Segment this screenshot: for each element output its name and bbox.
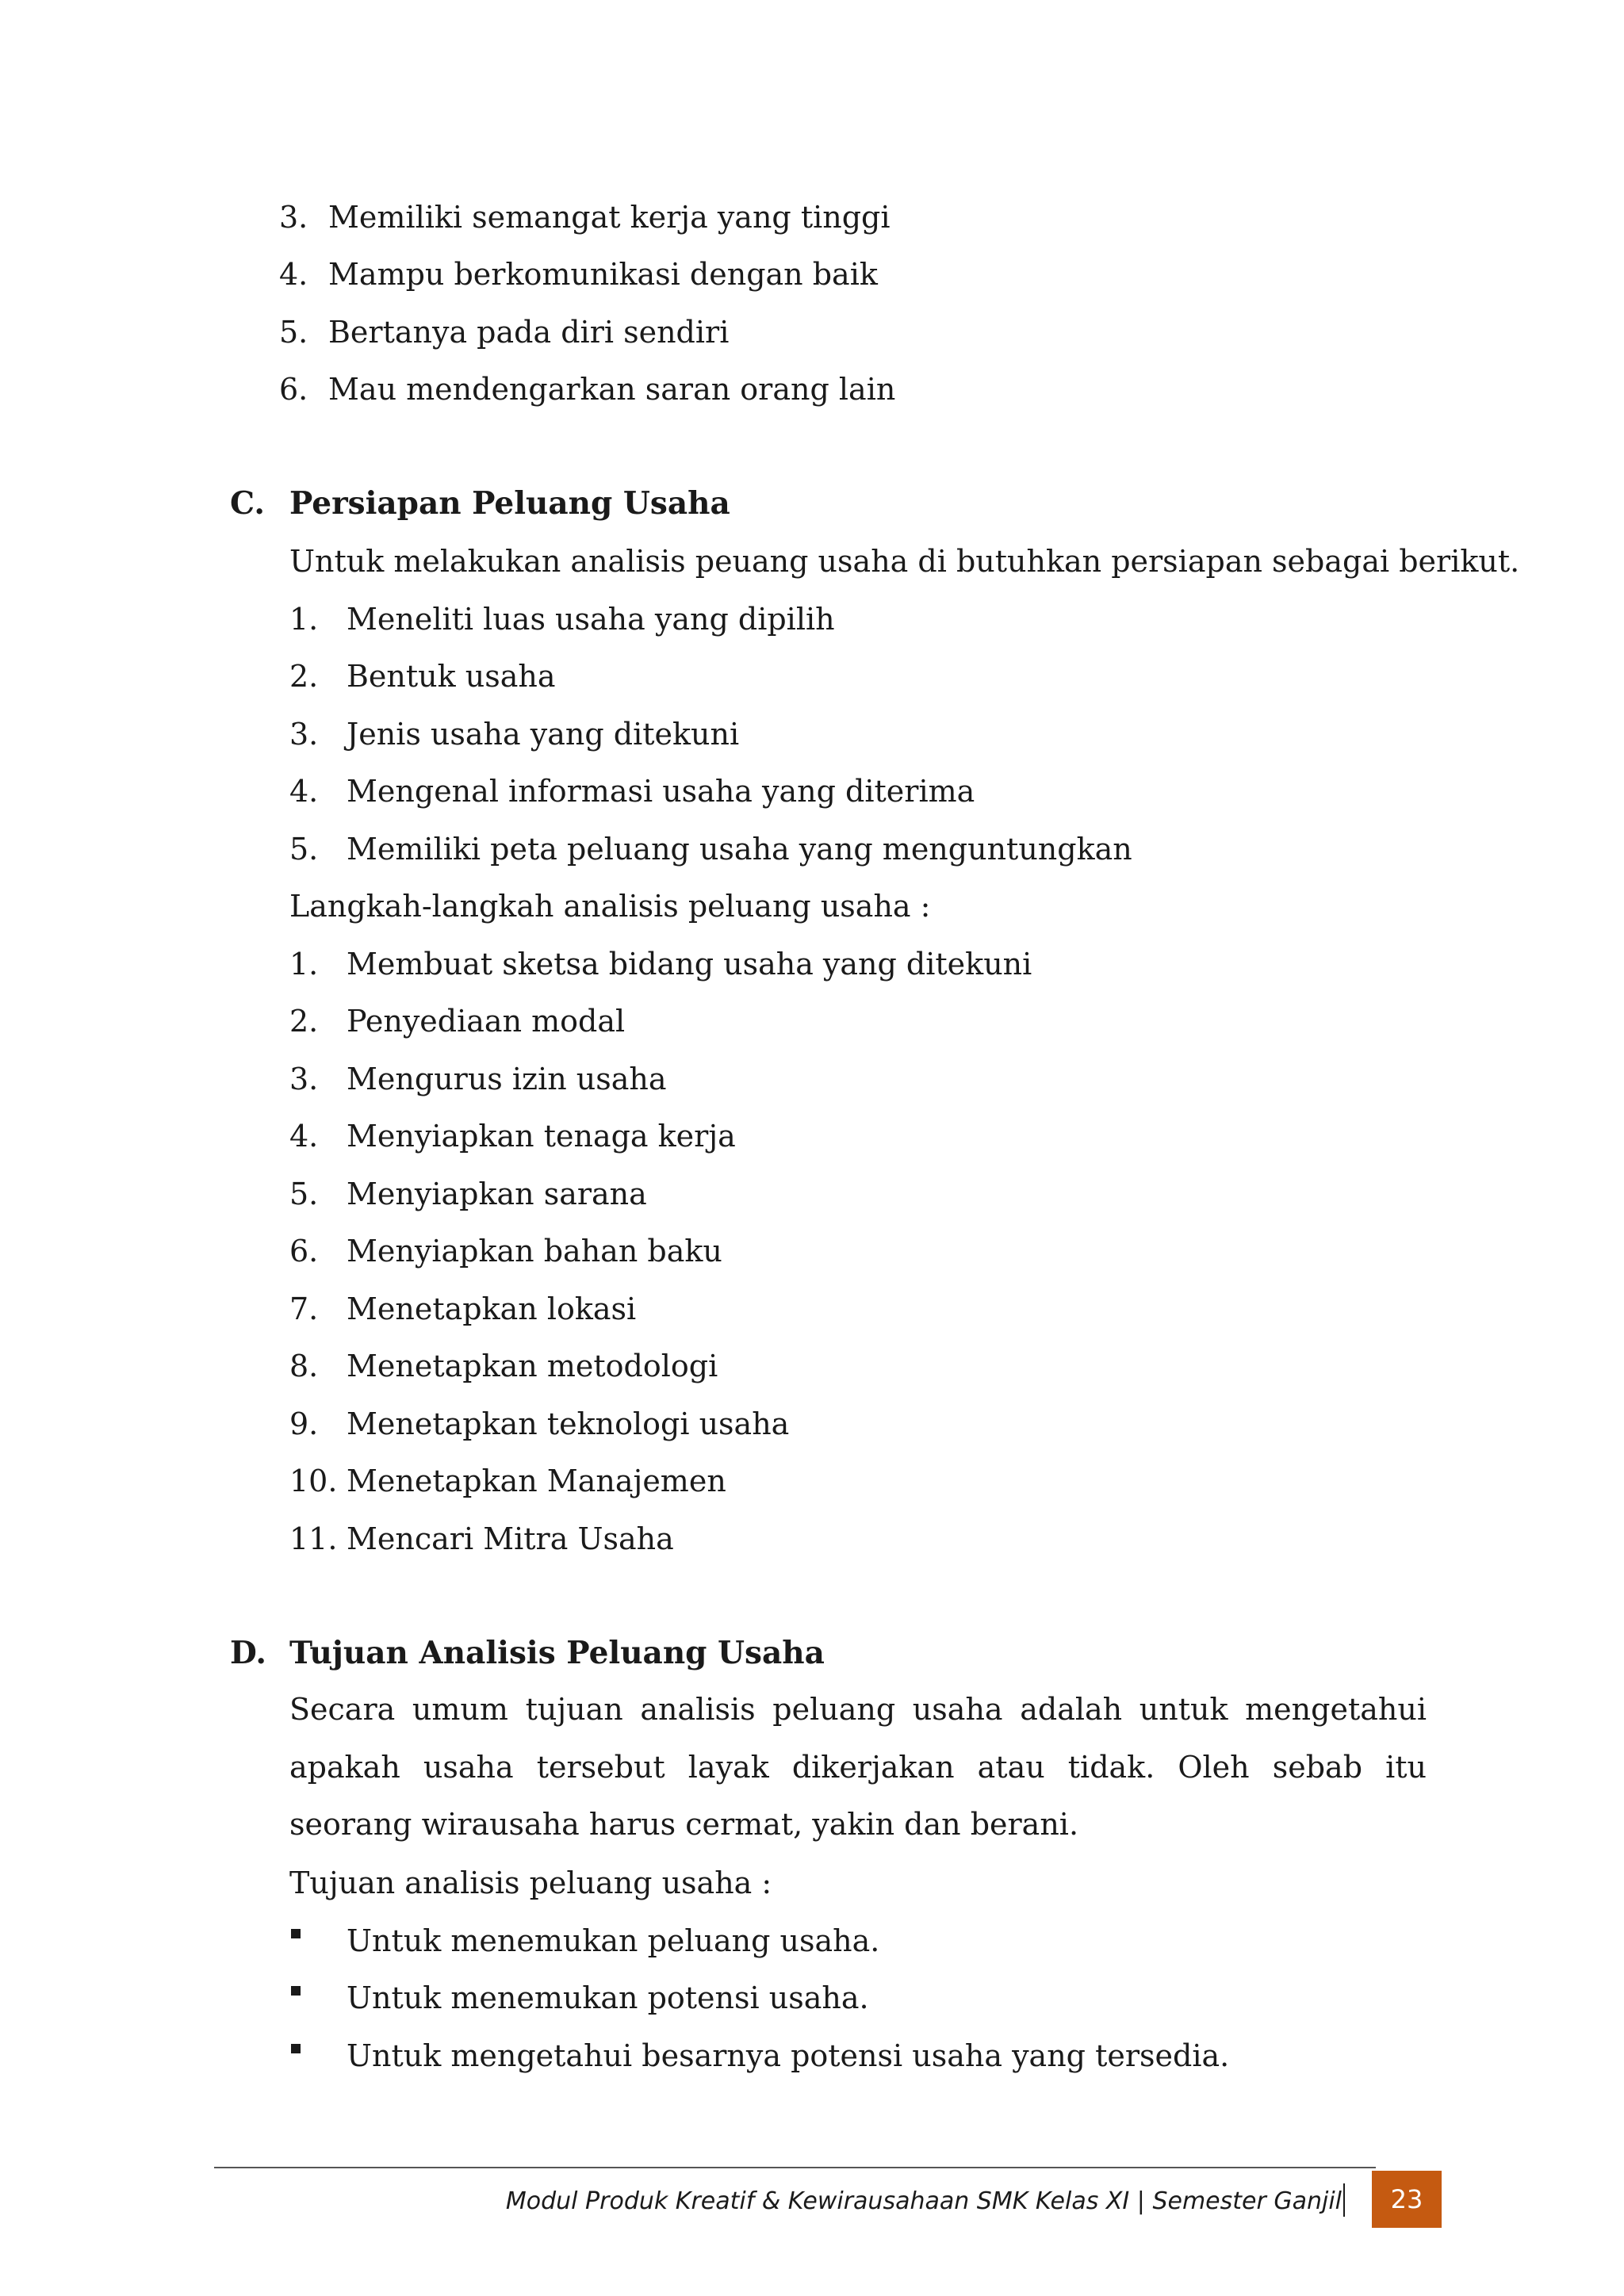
list-number: 4. [289, 774, 319, 809]
list-item: Menetapkan metodologi [347, 1349, 718, 1383]
list-item: Menetapkan Manajemen [347, 1464, 726, 1498]
square-bullet-icon [291, 1986, 301, 1996]
list-number: 7. [289, 1292, 319, 1326]
list-item: Bertanya pada diri sendiri [328, 315, 730, 350]
list-number: 3. [289, 1062, 319, 1096]
section-c-letter: C. [230, 485, 265, 522]
list-number: 6. [289, 1234, 319, 1269]
footer-separator [1343, 2183, 1345, 2217]
list-item: Membuat sketsa bidang usaha yang ditekuni [347, 947, 1032, 982]
list-item: Mau mendengarkan saran orang lain [328, 372, 896, 407]
section-c-title: Persiapan Peluang Usaha [289, 485, 730, 522]
bullet-item: Untuk menemukan peluang usaha. [347, 1923, 880, 1958]
list-number: 11. [289, 1521, 338, 1556]
list-number: 5. [289, 1177, 319, 1211]
list-item: Menyiapkan bahan baku [347, 1234, 722, 1269]
list-number: 2. [289, 659, 319, 694]
steps-label: Langkah-langkah analisis peluang usaha : [289, 889, 931, 924]
list-item: Mampu berkomunikasi dengan baik [328, 257, 878, 292]
footer-rule [214, 2167, 1376, 2168]
section-c-intro: Untuk melakukan analisis peuang usaha di butuhkan persiapan sebagai berikut. [289, 544, 1520, 579]
section-d-title: Tujuan Analisis Peluang Usaha [289, 1635, 825, 1671]
list-number: 2. [289, 1004, 319, 1039]
list-item: Menetapkan lokasi [347, 1292, 637, 1326]
list-number: 5. [279, 315, 308, 350]
list-item: Memiliki peta peluang usaha yang menguntungkan [347, 832, 1132, 867]
list-item: Menyiapkan sarana [347, 1177, 647, 1211]
list-number: 9. [289, 1406, 319, 1441]
footer-title: Modul Produk Kreatif & Kewirausahaan SMK Kelas XI | Semester Ganjil [505, 2187, 1342, 2215]
list-item: Jenis usaha yang ditekuni [347, 717, 740, 752]
list-number: 3. [279, 200, 308, 235]
list-item: Memiliki semangat kerja yang tinggi [328, 200, 891, 235]
list-item: Penyediaan modal [347, 1004, 626, 1039]
section-d-paragraph: Secara umum tujuan analisis peluang usaha adalah untuk mengetahui apakah usaha tersebut layak dikerjakan atau tidak. Oleh sebab itu seorang wirausaha harus cermat, yakin dan berani. [289, 1692, 1427, 1842]
list-item: Meneliti luas usaha yang dipilih [347, 602, 835, 637]
list-item: Menyiapkan tenaga kerja [347, 1119, 736, 1154]
list-number: 4. [279, 257, 308, 292]
page-number-badge: 23 [1372, 2171, 1442, 2228]
list-number: 1. [289, 602, 319, 637]
list-item: Bentuk usaha [347, 659, 556, 694]
goals-label: Tujuan analisis peluang usaha : [289, 1866, 772, 1900]
bullet-item: Untuk mengetahui besarnya potensi usaha yang tersedia. [347, 2038, 1230, 2073]
list-number: 10. [289, 1464, 338, 1498]
list-item: Mengurus izin usaha [347, 1062, 667, 1096]
bullet-item: Untuk menemukan potensi usaha. [347, 1980, 869, 2015]
list-item: Mengenal informasi usaha yang diterima [347, 774, 975, 809]
section-d-letter: D. [230, 1635, 267, 1671]
list-number: 8. [289, 1349, 319, 1383]
list-number: 3. [289, 717, 319, 752]
list-item: Menetapkan teknologi usaha [347, 1406, 790, 1441]
list-number: 1. [289, 947, 319, 982]
list-number: 6. [279, 372, 308, 407]
list-number: 5. [289, 832, 319, 867]
list-item: Mencari Mitra Usaha [347, 1521, 674, 1556]
square-bullet-icon [291, 2044, 301, 2053]
list-number: 4. [289, 1119, 319, 1154]
square-bullet-icon [291, 1929, 301, 1938]
